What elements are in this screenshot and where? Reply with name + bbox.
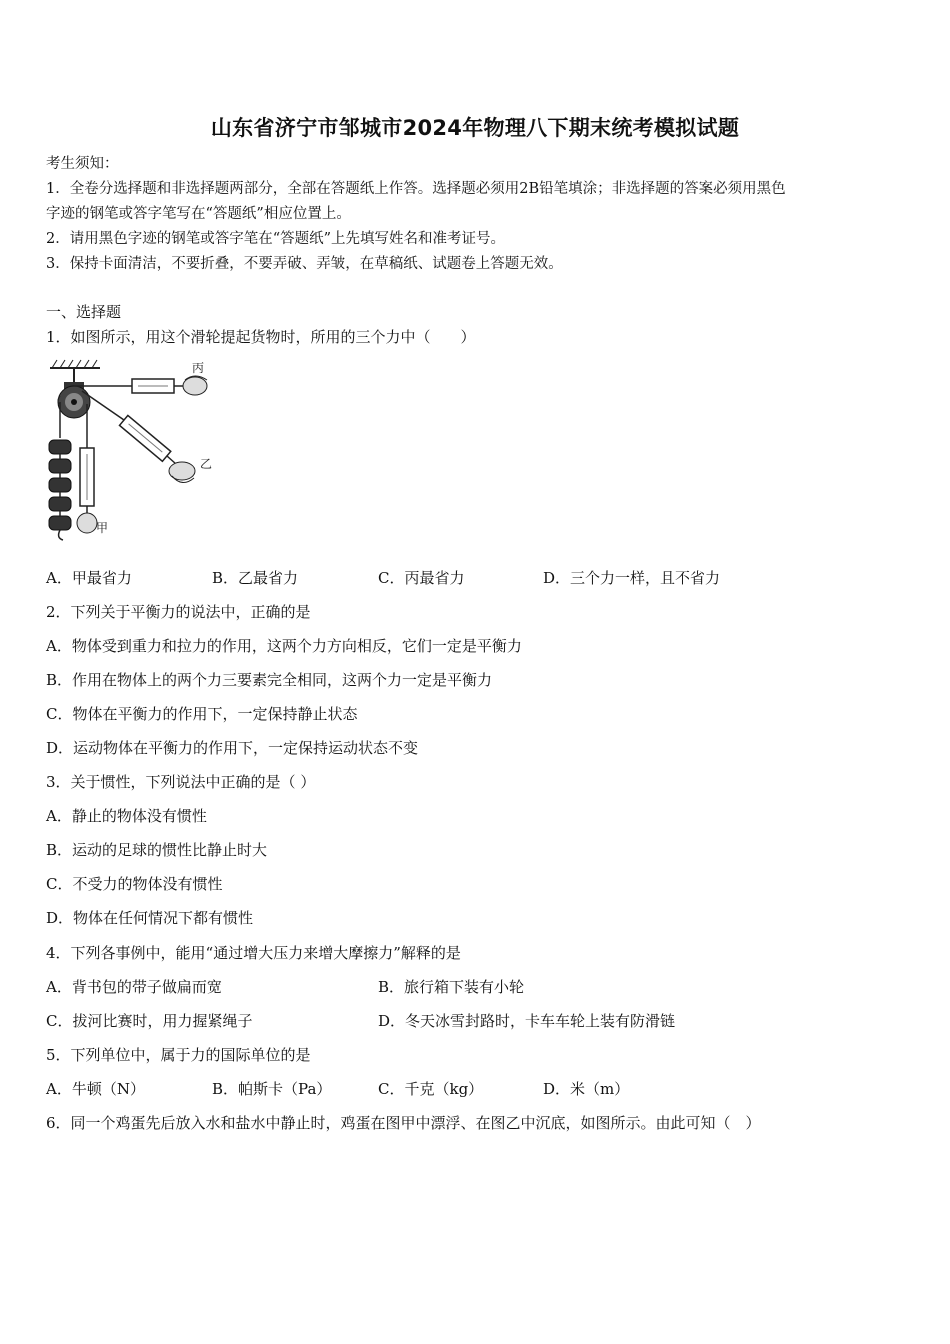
figure-label-a: 甲 [96, 521, 109, 535]
question-4-option-c[interactable]: C．拔河比赛时，用力握紧绳子 [46, 1012, 253, 1030]
question-5-stem: 5．下列单位中，属于力的国际单位的是 [46, 1046, 311, 1064]
question-2-option-b[interactable]: B．作用在物体上的两个力三要素完全相同，这两个力一定是平衡力 [46, 671, 493, 689]
question-5-option-b[interactable]: B．帕斯卡（Pa） [212, 1080, 332, 1098]
question-1-option-d[interactable]: D．三个力一样，且不省力 [543, 569, 721, 587]
question-5-option-d[interactable]: D．米（m） [543, 1080, 630, 1098]
question-3-option-b[interactable]: B．运动的足球的惯性比静止时大 [46, 841, 268, 859]
pulley-figure [42, 356, 222, 548]
question-5-option-c[interactable]: C．千克（kg） [378, 1080, 484, 1098]
question-3-option-a[interactable]: A．静止的物体没有惯性 [46, 807, 207, 825]
notice-item-2: 2．请用黑色字迹的钢笔或答字笔在“答题纸”上先填写姓名和准考证号。 [46, 231, 506, 247]
question-3-stem: 3．关于惯性，下列说法中正确的是（ ） [46, 773, 316, 791]
question-5-option-a[interactable]: A．牛顿（N） [46, 1080, 145, 1098]
question-2-option-c[interactable]: C．物体在平衡力的作用下，一定保持静止状态 [46, 705, 358, 723]
notice-item-1-continued: 字迹的钢笔或答字笔写在“答题纸”相应位置上。 [46, 206, 351, 222]
notice-item-1: 1．全卷分选择题和非选择题两部分，全部在答题纸上作答。选择题必须用2B铅笔填涂；非选择题的答案必须用黑色 [46, 181, 786, 197]
figure-label-c: 丙 [192, 361, 205, 375]
question-4-option-d[interactable]: D．冬天冰雪封路时，卡车车轮上装有防滑链 [378, 1012, 676, 1030]
question-1-option-a[interactable]: A．甲最省力 [46, 569, 132, 587]
question-3-option-c[interactable]: C．不受力的物体没有惯性 [46, 875, 223, 893]
question-2-option-d[interactable]: D．运动物体在平衡力的作用下，一定保持运动状态不变 [46, 739, 419, 757]
question-1-stem: 1．如图所示，用这个滑轮提起货物时，所用的三个力中（ ） [46, 328, 476, 346]
section-heading: 一、选择题 [46, 303, 122, 321]
question-4-option-b[interactable]: B．旅行箱下装有小轮 [378, 978, 525, 996]
question-2-option-a[interactable]: A．物体受到重力和拉力的作用，这两个力方向相反，它们一定是平衡力 [46, 637, 522, 655]
question-4-option-a[interactable]: A．背书包的带子做扁而宽 [46, 978, 222, 996]
question-4-stem: 4．下列各事例中，能用“通过增大压力来增大摩擦力”解释的是 [46, 944, 461, 962]
question-2-stem: 2．下列关于平衡力的说法中，正确的是 [46, 603, 311, 621]
notice-item-3: 3．保持卡面清洁，不要折叠，不要弄破、弄皱，在草稿纸、试题卷上答题无效。 [46, 256, 563, 272]
figure-label-b: 乙 [200, 457, 213, 471]
question-6-stem: 6．同一个鸡蛋先后放入水和盐水中静止时，鸡蛋在图甲中漂浮、在图乙中沉底，如图所示。由此可知（ ） [46, 1114, 761, 1132]
notice-heading: 考生须知： [46, 156, 119, 172]
question-1-option-b[interactable]: B．乙最省力 [212, 569, 299, 587]
question-1-option-c[interactable]: C．丙最省力 [378, 569, 465, 587]
question-3-option-d[interactable]: D．物体在任何情况下都有惯性 [46, 909, 254, 927]
page-title: 山东省济宁市邹城市2024年物理八下期末统考模拟试题 [210, 116, 740, 140]
